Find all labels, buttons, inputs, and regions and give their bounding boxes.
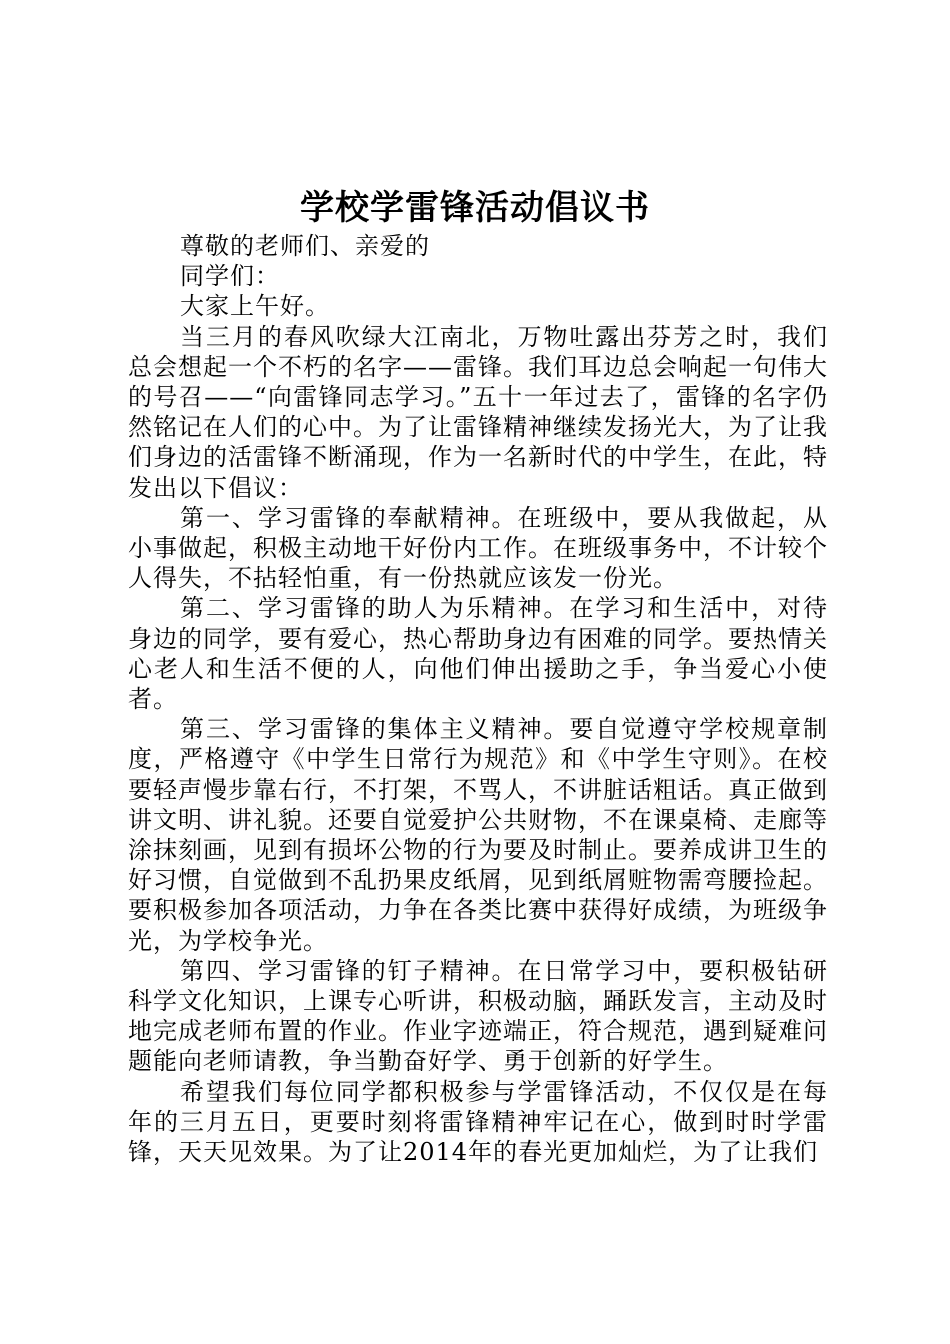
document-body: [128, 231, 828, 1167]
paragraph-first-proposal: 第一、学习雷锋的奉献精神。在班级中，要从我做起，从小事做起，积极主动地干好份内工作。在班级事务中，不计较个人得失，不拈轻怕重，有一份热就应该发一份光。: [128, 503, 828, 593]
greeting-line: 大家上午好。: [180, 292, 330, 321]
paragraph-second-proposal: 第二、学习雷锋的助人为乐精神。在学习和生活中，对待身边的同学，要有爱心，热心帮助身边有困难的同学。要热情关心老人和生活不便的人，向他们伸出援助之手，争当爱心小使者。: [128, 594, 828, 713]
paragraph-intro: 当三月的春风吹绿大江南北，万物吐露出芬芳之时，我们总会想起一个不朽的名字——雷锋。我们耳边总会响起一句伟大的号召——“向雷锋同志学习。”五十一年过去了，雷锋的名字仍然铭记在人们的心中。为了让雷锋精神继续发扬光大，为了让我们身边的活雷锋不断涌现，作为一名新时代的中学生，在此，特发出以下倡议：: [128, 322, 828, 502]
paragraph-fourth-proposal: 第四、学习雷锋的钉子精神。在日常学习中，要积极钻研科学文化知识，上课专心听讲，积极动脑，踊跃发言，主动及时地完成老师布置的作业。作业字迹端正，符合规范，遇到疑难问题能向老师请教，争当勤奋好学、勇于创新的好学生。: [128, 956, 828, 1076]
salutation-line-1: 尊敬的老师们、亲爱的: [180, 232, 430, 260]
paragraph-third-proposal: 第三、学习雷锋的集体主义精神。要自觉遵守学校规章制度，严格遵守《中学生日常行为规范》和《中学生守则》。在校要轻声慢步靠右行，不打架，不骂人，不讲脏话粗话。真正做到讲文明、讲礼貌。还要自觉爱护公共财物，不在课桌椅、走廊等涂抹刻画，见到有损坏公物的行为要及时制止。要养成讲卫生的好习惯，自觉做到不乱扔果皮纸屑，见到纸屑赃物需弯腰捡起。要积极参加各项活动，力争在各类比赛中获得好成绩，为班级争光，为学校争光。: [128, 715, 828, 955]
paragraph-closing: 希望我们每位同学都积极参与学雷锋活动，不仅仅是在每年的三月五日，更要时刻将雷锋精神牢记在心，做到时时学雷锋，天天见效果。为了让2014年的春光更加灿烂，为了让我们: [128, 1077, 828, 1167]
document-title: 学校学雷锋活动倡议书: [300, 188, 650, 228]
salutation-line-2: 同学们：: [180, 262, 280, 291]
